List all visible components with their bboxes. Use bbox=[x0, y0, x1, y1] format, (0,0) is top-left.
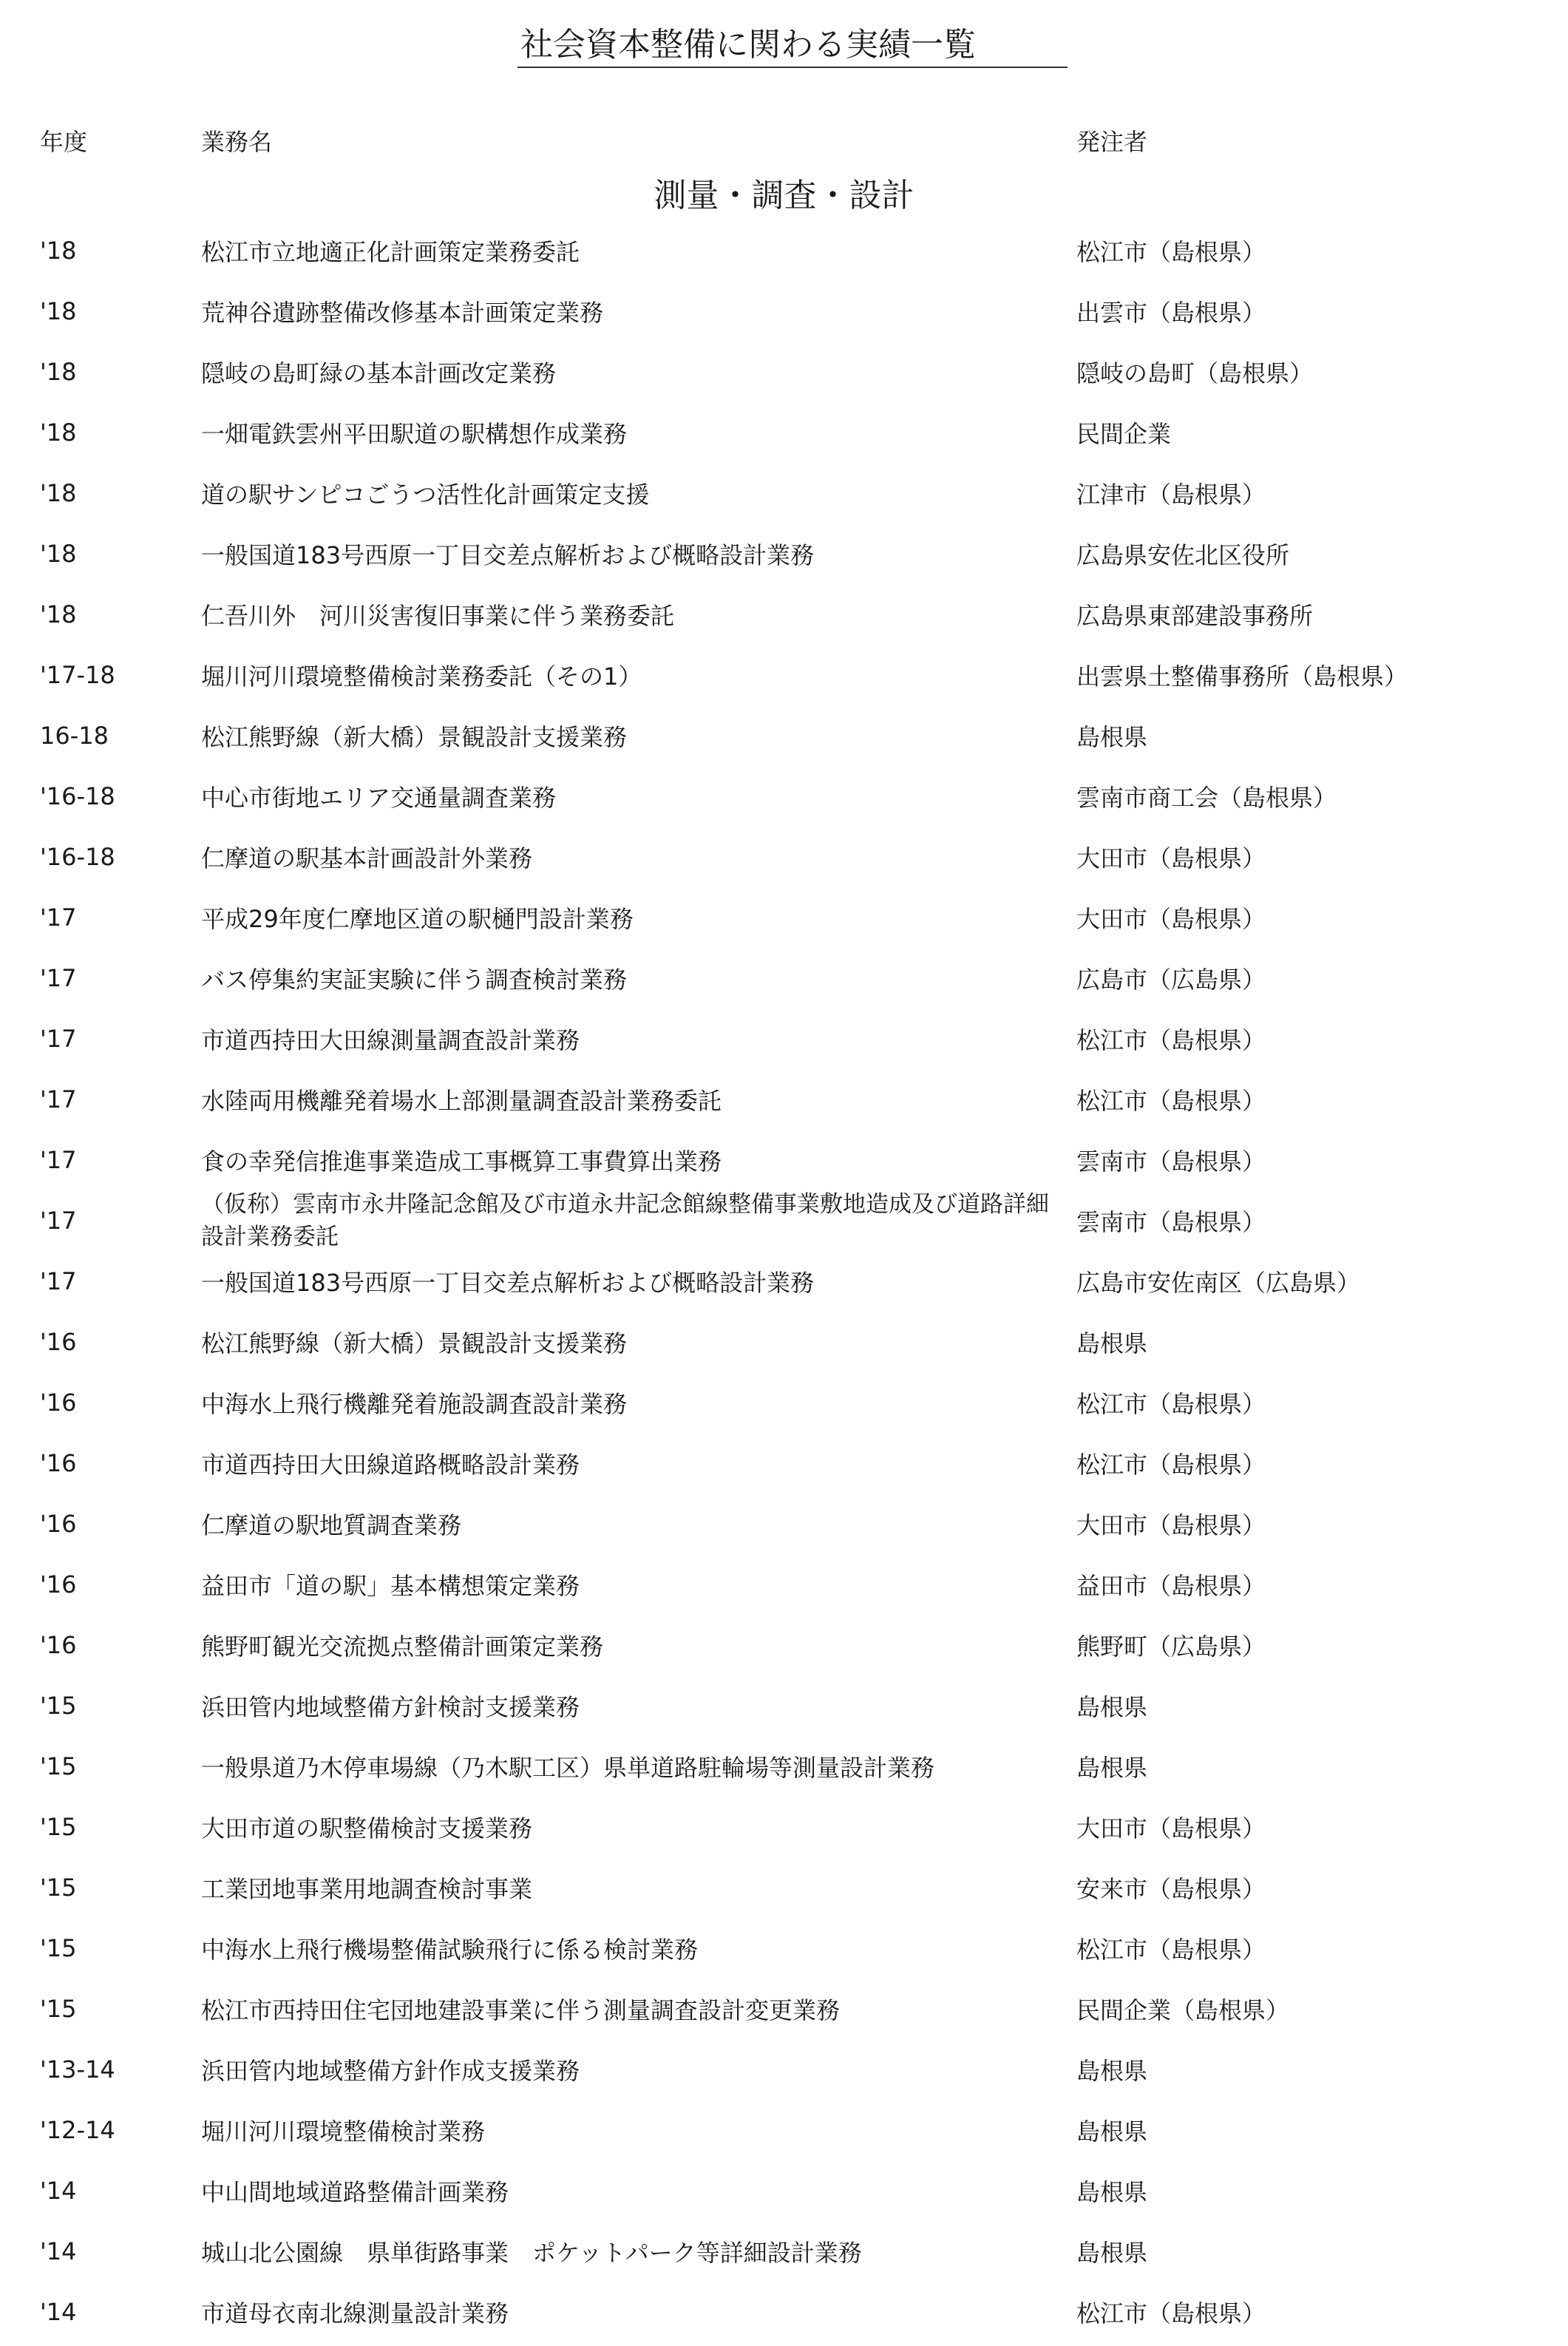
table-row bbox=[0, 948, 1568, 1008]
table-row bbox=[0, 1554, 1568, 1615]
row-client: 雲南市（島根県） bbox=[1076, 1208, 1266, 1236]
table-row bbox=[0, 2221, 1568, 2282]
row-year: '14 bbox=[40, 2298, 77, 2326]
row-client: 島根県 bbox=[1076, 2239, 1148, 2267]
row-year: '16 bbox=[40, 1631, 77, 1659]
table-row bbox=[0, 2282, 1568, 2342]
row-client: 隠岐の島町（島根県） bbox=[1076, 359, 1314, 387]
row-project-name: 中海水上飛行機場整備試験飛行に係る検討業務 bbox=[201, 1936, 699, 1964]
row-project-name: 平成29年度仁摩地区道の駅樋門設計業務 bbox=[201, 905, 634, 933]
row-project-name: 中心市街地エリア交通量調査業務 bbox=[201, 784, 557, 812]
table-row bbox=[0, 2160, 1568, 2221]
row-year: '16-18 bbox=[40, 843, 115, 871]
row-year: '16 bbox=[40, 1510, 77, 1538]
table-row bbox=[0, 402, 1568, 463]
row-client: 広島市（広島県） bbox=[1076, 966, 1266, 994]
row-project-name: 城山北公園線 県単街路事業 ポケットパーク等詳細設計業務 bbox=[201, 2239, 862, 2267]
row-client: 島根県 bbox=[1076, 2057, 1148, 2085]
table-row bbox=[0, 1008, 1568, 1069]
table-row bbox=[0, 1494, 1568, 1554]
row-year: '13-14 bbox=[40, 2055, 115, 2084]
table-row bbox=[0, 1130, 1568, 1190]
table-row bbox=[0, 1857, 1568, 1918]
table-row bbox=[0, 584, 1568, 645]
row-project-name: 一般県道乃木停車場線（乃木駅工区）県単道路駐輪場等測量設計業務 bbox=[201, 1754, 935, 1782]
row-project-name: 市道西持田大田線測量調査設計業務 bbox=[201, 1026, 580, 1054]
table-row bbox=[0, 645, 1568, 705]
table-row bbox=[0, 281, 1568, 342]
row-client: 出雲県土整備事務所（島根県） bbox=[1076, 662, 1408, 691]
row-project-name: 熊野町観光交流拠点整備計画策定業務 bbox=[201, 1633, 604, 1661]
row-project-name: 一畑電鉄雲州平田駅道の駅構想作成業務 bbox=[201, 420, 628, 448]
row-project-name: 堀川河川環境整備検討業務 bbox=[201, 2118, 486, 2146]
table-row bbox=[0, 1433, 1568, 1494]
row-year: '14 bbox=[40, 2237, 77, 2265]
row-client: 出雲市（島根県） bbox=[1076, 299, 1266, 327]
document-title: 社会資本整備に関わる実績一覧 bbox=[517, 24, 1068, 68]
row-project-name: 仁摩道の駅基本計画設計外業務 bbox=[201, 844, 533, 872]
row-year: '16 bbox=[40, 1389, 77, 1417]
row-year: '17-18 bbox=[40, 661, 115, 689]
row-client: 益田市（島根県） bbox=[1076, 1572, 1266, 1600]
row-project-name: 隠岐の島町緑の基本計画改定業務 bbox=[201, 359, 557, 387]
row-year: '18 bbox=[40, 418, 77, 447]
row-client: 島根県 bbox=[1076, 2178, 1148, 2206]
row-project-name: 松江熊野線（新大橋）景観設計支援業務 bbox=[201, 723, 628, 751]
row-project-name: 松江市立地適正化計画策定業務委託 bbox=[201, 238, 580, 266]
row-project-name: 中山間地域道路整備計画業務 bbox=[201, 2178, 509, 2206]
row-client: 広島県東部建設事務所 bbox=[1076, 602, 1314, 630]
row-year: '18 bbox=[40, 600, 77, 628]
row-project-name: 仁吾川外 河川災害復旧事業に伴う業務委託 bbox=[201, 602, 675, 630]
row-client: 島根県 bbox=[1076, 1693, 1148, 1721]
row-client: 大田市（島根県） bbox=[1076, 844, 1266, 872]
row-client: 松江市（島根県） bbox=[1076, 1026, 1266, 1054]
table-row bbox=[0, 766, 1568, 827]
table-row bbox=[0, 1979, 1568, 2039]
row-client: 大田市（島根県） bbox=[1076, 905, 1266, 933]
row-client: 大田市（島根県） bbox=[1076, 1814, 1266, 1842]
row-year: '15 bbox=[40, 1934, 77, 1962]
row-year: '16 bbox=[40, 1449, 77, 1477]
row-year: '16 bbox=[40, 1328, 77, 1356]
row-year: 16-18 bbox=[40, 722, 109, 750]
row-client: 雲南市商工会（島根県） bbox=[1076, 784, 1337, 812]
row-client: 民間企業 bbox=[1076, 420, 1172, 448]
table-row bbox=[0, 220, 1568, 281]
row-year: '15 bbox=[40, 1995, 77, 2023]
row-client: 広島県安佐北区役所 bbox=[1076, 541, 1290, 569]
row-year: '17 bbox=[40, 964, 77, 992]
header-name: 業務名 bbox=[201, 128, 273, 156]
table-row bbox=[0, 1736, 1568, 1797]
row-year: '18 bbox=[40, 479, 77, 507]
row-client: 安来市（島根県） bbox=[1076, 1875, 1266, 1903]
row-project-name: 中海水上飛行機離発着施設調査設計業務 bbox=[201, 1390, 628, 1418]
row-year: '15 bbox=[40, 1813, 77, 1841]
row-year: '17 bbox=[40, 1025, 77, 1053]
table-header bbox=[0, 123, 1568, 161]
table-row bbox=[0, 1069, 1568, 1130]
row-project-name: 市道西持田大田線道路概略設計業務 bbox=[201, 1451, 580, 1479]
row-client: 松江市（島根県） bbox=[1076, 1936, 1266, 1964]
row-project-name: （仮称）雲南市永井隆記念館及び市道永井記念館線整備事業敷地造成及び道路詳細設計業務委託 bbox=[201, 1191, 1049, 1250]
row-project-name: 浜田管内地域整備方針検討支援業務 bbox=[201, 1693, 580, 1721]
row-client: 島根県 bbox=[1076, 2118, 1148, 2146]
row-project-name: バス停集約実証実験に伴う調査検討業務 bbox=[201, 966, 628, 994]
table-row bbox=[0, 463, 1568, 523]
table-row bbox=[0, 705, 1568, 766]
table-row bbox=[0, 1312, 1568, 1372]
table-row bbox=[0, 1918, 1568, 1979]
row-year: '15 bbox=[40, 1692, 77, 1720]
row-year: '18 bbox=[40, 540, 77, 568]
table-row bbox=[0, 1372, 1568, 1433]
table-row bbox=[0, 827, 1568, 887]
row-client: 雲南市（島根県） bbox=[1076, 1147, 1266, 1176]
row-client: 松江市（島根県） bbox=[1076, 238, 1266, 266]
row-client: 大田市（島根県） bbox=[1076, 1511, 1266, 1539]
table-row bbox=[0, 2100, 1568, 2160]
row-year: '18 bbox=[40, 237, 77, 265]
row-year: '17 bbox=[40, 904, 77, 932]
section-title: 測量・調査・設計 bbox=[654, 177, 914, 214]
row-project-name: 工業団地事業用地調査検討事業 bbox=[201, 1875, 533, 1903]
row-client: 松江市（島根県） bbox=[1076, 1451, 1266, 1479]
row-year: '18 bbox=[40, 297, 77, 325]
row-client: 民間企業（島根県） bbox=[1076, 1996, 1290, 2024]
row-client: 島根県 bbox=[1076, 1329, 1148, 1357]
row-project-name: 堀川河川環境整備検討業務委託（その1） bbox=[201, 662, 642, 691]
row-client: 松江市（島根県） bbox=[1076, 1390, 1266, 1418]
table-row bbox=[0, 1190, 1568, 1251]
row-project-name: 市道母衣南北線測量設計業務 bbox=[201, 2299, 509, 2328]
row-project-name: 大田市道の駅整備検討支援業務 bbox=[201, 1814, 533, 1842]
results-table bbox=[0, 220, 1568, 2342]
row-year: '15 bbox=[40, 1752, 77, 1780]
row-year: '16-18 bbox=[40, 782, 115, 810]
row-year: '15 bbox=[40, 1874, 77, 1902]
row-project-name: 道の駅サンピコごうつ活性化計画策定支援 bbox=[201, 481, 650, 509]
row-year: '17 bbox=[40, 1085, 77, 1113]
table-row bbox=[0, 1797, 1568, 1857]
row-client: 松江市（島根県） bbox=[1076, 1087, 1266, 1115]
row-project-name: 荒神谷遺跡整備改修基本計画策定業務 bbox=[201, 299, 604, 327]
row-client: 島根県 bbox=[1076, 723, 1148, 751]
row-project-name: 食の幸発信推進事業造成工事概算工事費算出業務 bbox=[201, 1147, 722, 1176]
row-client: 島根県 bbox=[1076, 1754, 1148, 1782]
table-row bbox=[0, 342, 1568, 402]
table-row bbox=[0, 1251, 1568, 1312]
row-year: '14 bbox=[40, 2177, 77, 2205]
header-client: 発注者 bbox=[1076, 128, 1148, 156]
row-project-name: 松江市西持田住宅団地建設事業に伴う測量調査設計変更業務 bbox=[201, 1996, 841, 2024]
table-row bbox=[0, 1675, 1568, 1736]
row-project-name: 益田市「道の駅」基本構想策定業務 bbox=[201, 1572, 580, 1600]
row-year: '18 bbox=[40, 358, 77, 386]
table-row bbox=[0, 1615, 1568, 1675]
row-project-name: 松江熊野線（新大橋）景観設計支援業務 bbox=[201, 1329, 628, 1357]
row-project-name: 一般国道183号西原一丁目交差点解析および概略設計業務 bbox=[201, 541, 815, 569]
row-client: 松江市（島根県） bbox=[1076, 2299, 1266, 2328]
row-project-name: 浜田管内地域整備方針作成支援業務 bbox=[201, 2057, 580, 2085]
table-row bbox=[0, 887, 1568, 948]
row-year: '17 bbox=[40, 1146, 77, 1174]
row-client: 広島市安佐南区（広島県） bbox=[1076, 1269, 1361, 1297]
row-project-name: 一般国道183号西原一丁目交差点解析および概略設計業務 bbox=[201, 1269, 815, 1297]
row-year: '12-14 bbox=[40, 2116, 115, 2144]
header-year: 年度 bbox=[40, 128, 88, 156]
table-row bbox=[0, 2039, 1568, 2100]
row-project-name: 仁摩道の駅地質調査業務 bbox=[201, 1511, 462, 1539]
row-year: '16 bbox=[40, 1570, 77, 1599]
row-client: 江津市（島根県） bbox=[1076, 481, 1266, 509]
row-year: '17 bbox=[40, 1267, 77, 1295]
row-year: '17 bbox=[40, 1207, 77, 1235]
table-row bbox=[0, 523, 1568, 584]
row-project-name: 水陸両用機離発着場水上部測量調査設計業務委託 bbox=[201, 1087, 722, 1115]
row-client: 熊野町（広島県） bbox=[1076, 1633, 1266, 1661]
